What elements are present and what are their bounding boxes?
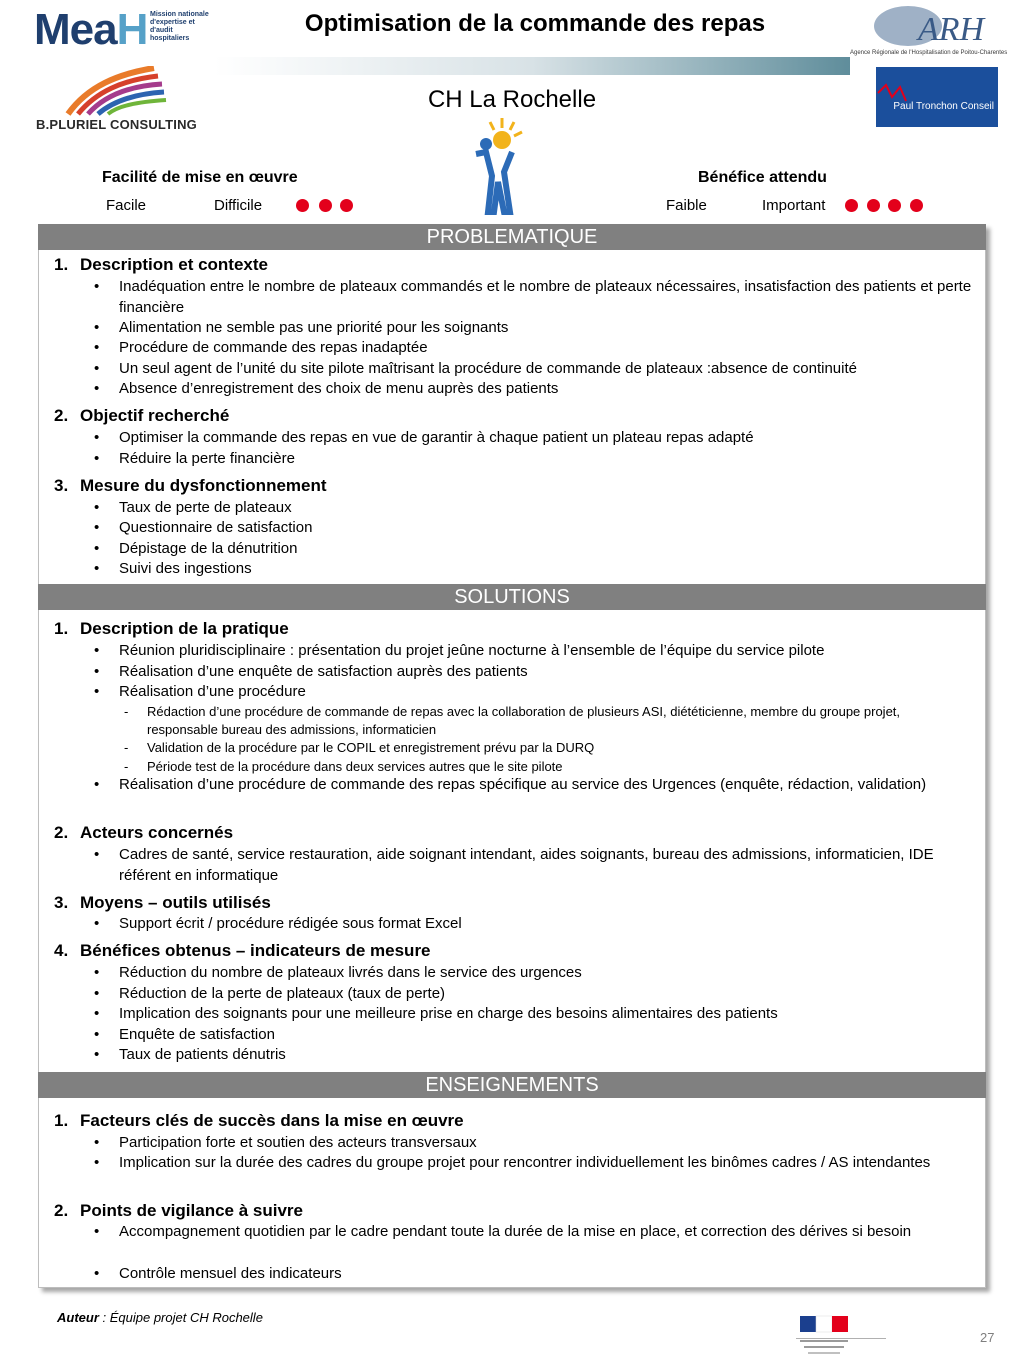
list-item: • Un seul agent de l’unité du site pilote maîtrisant la procédure de commande de plateaux :absence de continuité: [94, 360, 857, 377]
heading-description-pratique: 1. Description de la pratique: [54, 619, 289, 638]
arh-logo-caption: Agence Régionale de l'Hospitalisation de Poitou-Charentes: [850, 50, 1008, 56]
list-item: • Implication des soignants pour une meilleure prise en charge des besoins alimentaires des patients: [94, 1005, 778, 1022]
list-item: • Questionnaire de satisfaction: [94, 519, 313, 536]
list-item: • Réunion pluridisciplinaire : présentation du projet jeûne nocturne à l’ensemble de l’équipe du service pilote: [94, 642, 825, 659]
meah-logo: MeaH: [34, 5, 148, 54]
list-item: • Contrôle mensuel des indicateurs: [94, 1265, 342, 1282]
heading-moyens-outils: 3. Moyens – outils utilisés: [54, 893, 271, 912]
list-item: • Réalisation d’une enquête de satisfaction auprès des patients: [94, 663, 528, 680]
list-item: • Inadéquation entre le nombre de plateaux commandés et le nombre de plateaux nécessaires, insatisfaction des patients et perte financière: [94, 278, 972, 316]
paul-tronchon-conseil-logo: [876, 67, 998, 127]
section-bar-enseignements: ENSEIGNEMENTS: [38, 1072, 986, 1098]
bpluriel-logo-text: B.PLURIEL CONSULTING: [36, 117, 197, 132]
list-item: • Enquête de satisfaction: [94, 1026, 275, 1043]
arh-logo-text: ARH: [918, 11, 985, 48]
list-item: • Implication sur la durée des cadres du groupe projet pour rencontrer individuellement les binômes cadres / AS intendantes: [94, 1154, 931, 1171]
heading-objectif-recherche: 2. Objectif recherché: [54, 406, 230, 425]
bpluriel-logo-icon: [58, 66, 168, 116]
heading-points-vigilance: 2. Points de vigilance à suivre: [54, 1201, 303, 1220]
heading-benefices-obtenus: 4. Bénéfices obtenus – indicateurs de mesure: [54, 941, 431, 960]
expected-benefit-title: Bénéfice attendu: [698, 169, 827, 186]
ease-high-label: Difficile: [214, 197, 263, 214]
benefit-dot-2: [867, 199, 880, 212]
page-number: 27: [980, 1330, 995, 1345]
section-bar-problematique: PROBLEMATIQUE: [38, 224, 986, 250]
list-item: • Cadres de santé, service restauration, aide soignant intendant, aides soignants, bureau des admissions, informaticien, IDE référent en informatique: [94, 846, 934, 884]
mascot-figure-icon: [462, 116, 526, 216]
list-item: • Taux de patients dénutris: [94, 1046, 286, 1063]
ease-dot-3: [340, 199, 353, 212]
list-item: • Réduction du nombre de plateaux livrés dans le service des urgences: [94, 964, 582, 981]
ease-low-label: Facile: [106, 197, 147, 214]
list-item: • Réduction de la perte de plateaux (taux de perte): [94, 985, 446, 1002]
title-underline-bar: [214, 55, 850, 77]
benefit-dot-3: [888, 199, 901, 212]
heading-facteurs-cles: 1. Facteurs clés de succès dans la mise en œuvre: [54, 1111, 464, 1130]
heading-mesure-dysfonctionnement: 3. Mesure du dysfonctionnement: [54, 476, 327, 495]
list-item: • Procédure de commande des repas inadaptée: [94, 339, 428, 356]
republique-francaise-logo: [796, 1314, 856, 1360]
sub-list-item: - Validation de la procédure par le COPIL et enregistrement prévu par la DURQ: [124, 740, 595, 755]
page-title: Optimisation de la commande des repas: [304, 10, 766, 37]
section-bar-solutions: SOLUTIONS: [38, 584, 986, 610]
arh-logo: [848, 2, 1018, 58]
benefit-low-label: Faible: [666, 197, 707, 214]
list-item: • Réalisation d’une procédure de commande des repas spécifique au service des Urgences (enquête, rédaction, validation): [94, 776, 927, 793]
footer-author: Auteur : Équipe projet CH Rochelle: [57, 1310, 263, 1325]
list-item: • Réalisation d’une procédure: [94, 683, 306, 700]
ease-dot-1: [296, 199, 309, 212]
list-item: • Alimentation ne semble pas une priorité pour les soignants: [94, 319, 509, 336]
heading-description-contexte: 1. Description et contexte: [54, 255, 268, 274]
benefit-dot-1: [845, 199, 858, 212]
benefit-high-label: Important: [762, 197, 826, 214]
ptc-logo-text: Paul Tronchon Conseil: [893, 101, 994, 112]
list-item: • Taux de perte de plateaux: [94, 499, 292, 516]
benefit-dot-4: [910, 199, 923, 212]
page-subtitle: CH La Rochelle: [427, 86, 597, 113]
list-item: • Dépistage de la dénutrition: [94, 540, 298, 557]
meah-logo-subtitle: Mission nationale d'expertise et d'audit hospitaliers: [150, 11, 209, 42]
heading-acteurs-concernes: 2. Acteurs concernés: [54, 823, 234, 842]
list-item: • Absence d’enregistrement des choix de menu auprès des patients: [94, 380, 559, 397]
list-item: • Réduire la perte financière: [94, 450, 295, 467]
list-item: • Participation forte et soutien des acteurs transversaux: [94, 1134, 477, 1151]
footer-divider: [796, 1338, 886, 1339]
list-item: • Accompagnement quotidien par le cadre pendant toute la durée de la mise en place, et correction des dérives si besoin: [94, 1223, 912, 1240]
sub-list-item: - Période test de la procédure dans deux services autres que le site pilote: [124, 759, 563, 774]
ptc-logo-icon: [876, 67, 916, 127]
list-item: • Support écrit / procédure rédigée sous format Excel: [94, 915, 462, 932]
list-item: • Optimiser la commande des repas en vue de garantir à chaque patient un plateau repas adapté: [94, 429, 754, 446]
list-item: • Suivi des ingestions: [94, 560, 252, 577]
sub-list-item: - Rédaction d’une procédure de commande de repas avec la collaboration de plusieurs ASI, diététicienne, membre du groupe projet, responsable bureau des admissions, informaticien: [124, 704, 901, 737]
ease-of-implementation-title: Facilité de mise en œuvre: [102, 169, 298, 186]
ease-dot-2: [319, 199, 332, 212]
